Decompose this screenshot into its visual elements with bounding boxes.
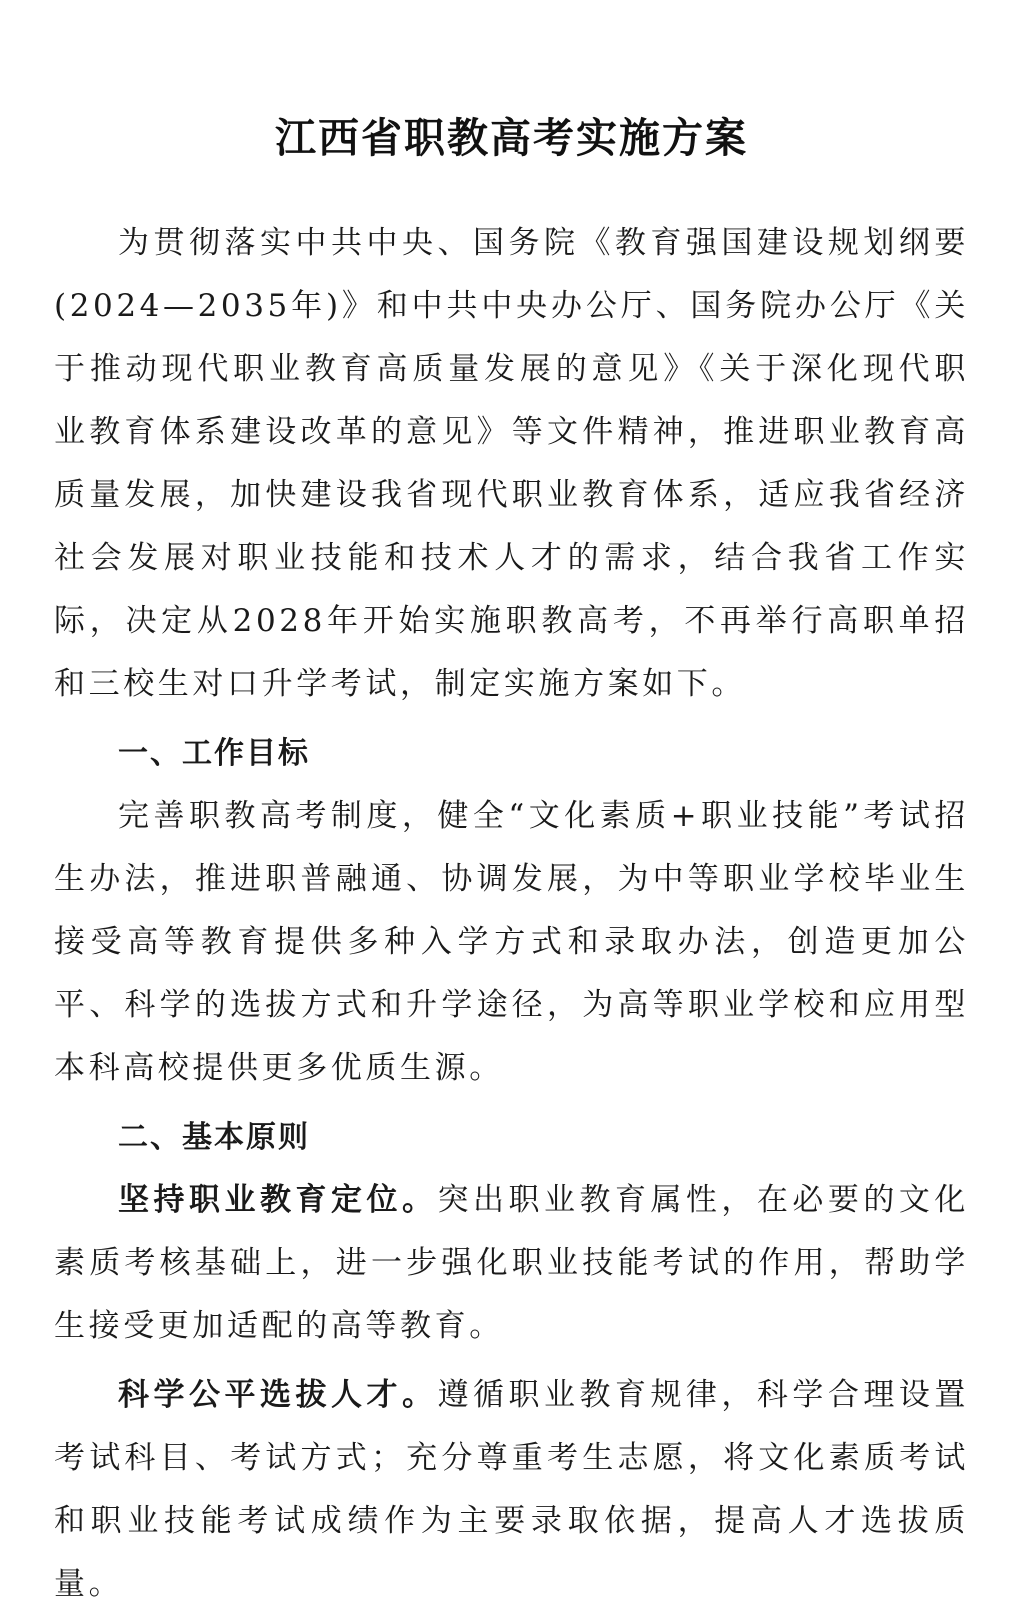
section-heading-principles: 二、基本原则 [118, 1120, 310, 1155]
document-title: 江西省职教高考实施方案 [275, 114, 748, 162]
principle-lead: 科学公平选拔人才。 [118, 1377, 438, 1413]
goals-paragraph: 完善职教高考制度，健全“文化素质+职业技能”考试招生办法，推进职普融通、协调发展，为中等职业学校毕业生接受高等教育提供多种入学方式和录取办法，创造更加公平、科学的选拔方式和升学途径，为高等职业学校和应用型本科高校提供更多优质生源。 [54, 798, 969, 1086]
principle-text: 遵循职业教育规律，科学合理设置考试科目、考试方式；充分尊重考生志愿，将文化素质考试和职业技能考试成绩作为主要录取依据，提高人才选拔质量。 [54, 1377, 970, 1602]
intro-paragraph: 为贯彻落实中共中央、国务院《教育强国建设规划纲要(2024—2035年)》和中共中央办公厅、国务院办公厅《关于推动现代职业教育高质量发展的意见》《关于深化现代职业教育体系建设改革的意见》等文件精神，推进职业教育高质量发展，加快建设我省现代职业教育体系，适应我省经济社会发展对职业技能和技术人才的需求，结合我省工作实际，决定从2028年开始实施职教高考，不再举行高职单招和三校生对口升学考试，制定实施方案如下。 [54, 225, 969, 702]
principle-text: 突出职业教育属性，在必要的文化素质考核基础上，进一步强化职业技能考试的作用，帮助学生接受更加适配的高等教育。 [54, 1182, 970, 1344]
section-heading-goals: 一、工作目标 [118, 736, 310, 771]
principle-lead: 坚持职业教育定位。 [118, 1182, 438, 1218]
principle-paragraph-vocational-positioning [54, 1169, 969, 1358]
